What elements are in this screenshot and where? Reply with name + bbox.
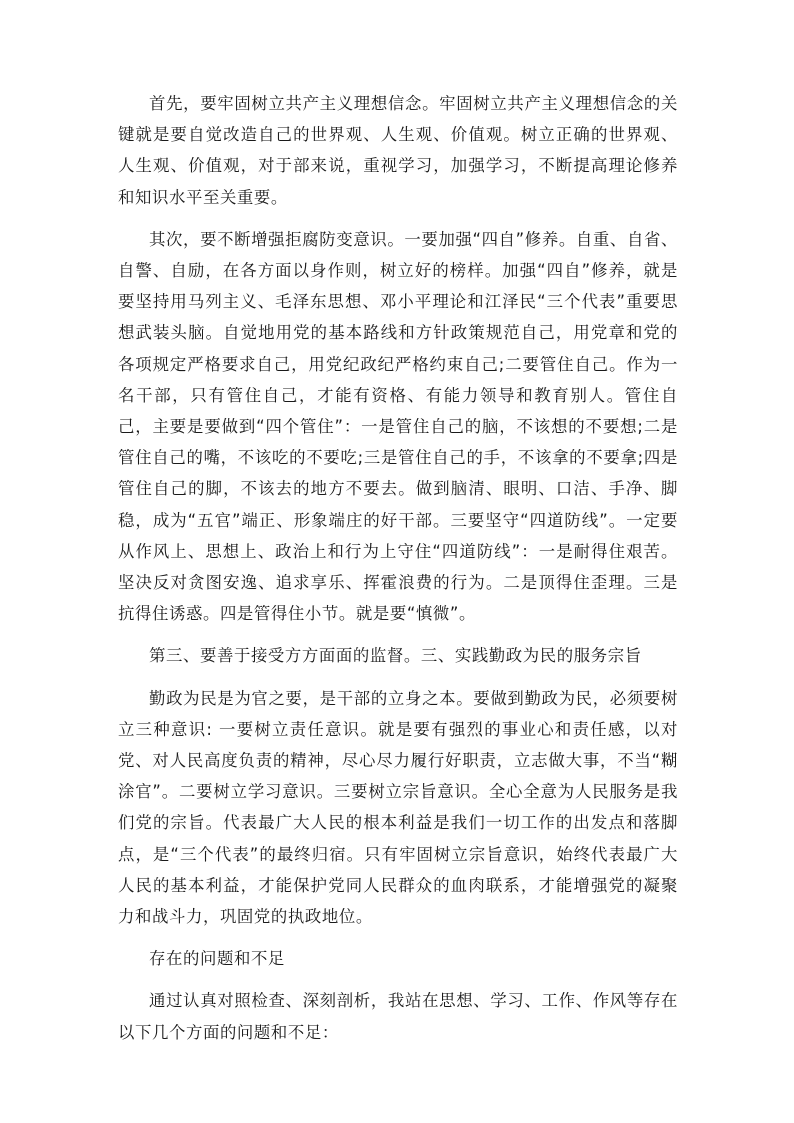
paragraph-self-examination: 通过认真对照检查、深刻剖析，我站在思想、学习、工作、作风等存在以下几个方面的问题和不足：	[118, 991, 678, 1042]
section-heading-problems: 存在的问题和不足	[149, 949, 285, 969]
document-body	[118, 88, 678, 1059]
paragraph-supervision: 第三、要善于接受方方面面的监督。三、实践勤政为民的服务宗旨	[149, 646, 642, 666]
paragraph-ideals: 首先，要牢固树立共产主义理想信念。牢固树立共产主义理想信念的关键就是要自觉改造自己的世界观、人生观、价值观。树立正确的世界观、人生观、价值观，对于部来说，重视学习，加强学习，不断提高理论修养和知识水平至关重要。	[118, 94, 678, 207]
paragraph-anti-corruption: 其次，要不断增强拒腐防变意识。一要加强“四自”修养。自重、自省、自警、自励，在各方面以身作则，树立好的榜样。加强“四自”修养，就是要坚持用马列主义、毛泽东思想、邓小平理论和江泽民“三个代表”重要思想武装头脑。自觉地用党的基本路线和方针政策规范自己，用党章和党的各项规定严格要求自己，用党纪政纪严格约束自己;二要管住自己。作为一名干部，只有管住自己，才能有资格、有能力领导和教育别人。管住自己，主要是要做到“四个管住”：一是管住自己的脑，不该想的不要想;二是管住自己的嘴，不该吃的不要吃;三是管住自己的手，不该拿的不要拿;四是管住自己的脚，不该去的地方不要去。做到脑清、眼明、口洁、手净、脚稳，成为“五官”端正、形象端庄的好干部。三要坚守“四道防线”。一定要从作风上、思想上、政治上和行为上守住“四道防线”：一是耐得住艰苦。坚决反对贪图安逸、追求享乐、挥霍浪费的行为。二是顶得住歪理。三是抗得住诱惑。四是管得住小节。就是要“慎微”。	[118, 229, 678, 624]
paragraph-serve-people: 勤政为民是为官之要，是干部的立身之本。要做到勤政为民，必须要树立三种意识: 一要树立责任意识。就是要有强烈的事业心和责任感，以对党、对人民高度负责的精神，尽心尽力履行好职责，立志做大事，不当“糊涂官”。二要树立学习意识。三要树立宗旨意识。全心全意为人民服务是我们党的宗旨。代表最广大人民的根本利益是我们一切工作的出发点和落脚点，是“三个代表”的最终归宿。只有牢固树立宗旨意识，始终代表最广大人民的基本利益，才能保护党同人民群众的血肉联系，才能增强党的凝聚力和战斗力，巩固党的执政地位。	[118, 688, 678, 927]
